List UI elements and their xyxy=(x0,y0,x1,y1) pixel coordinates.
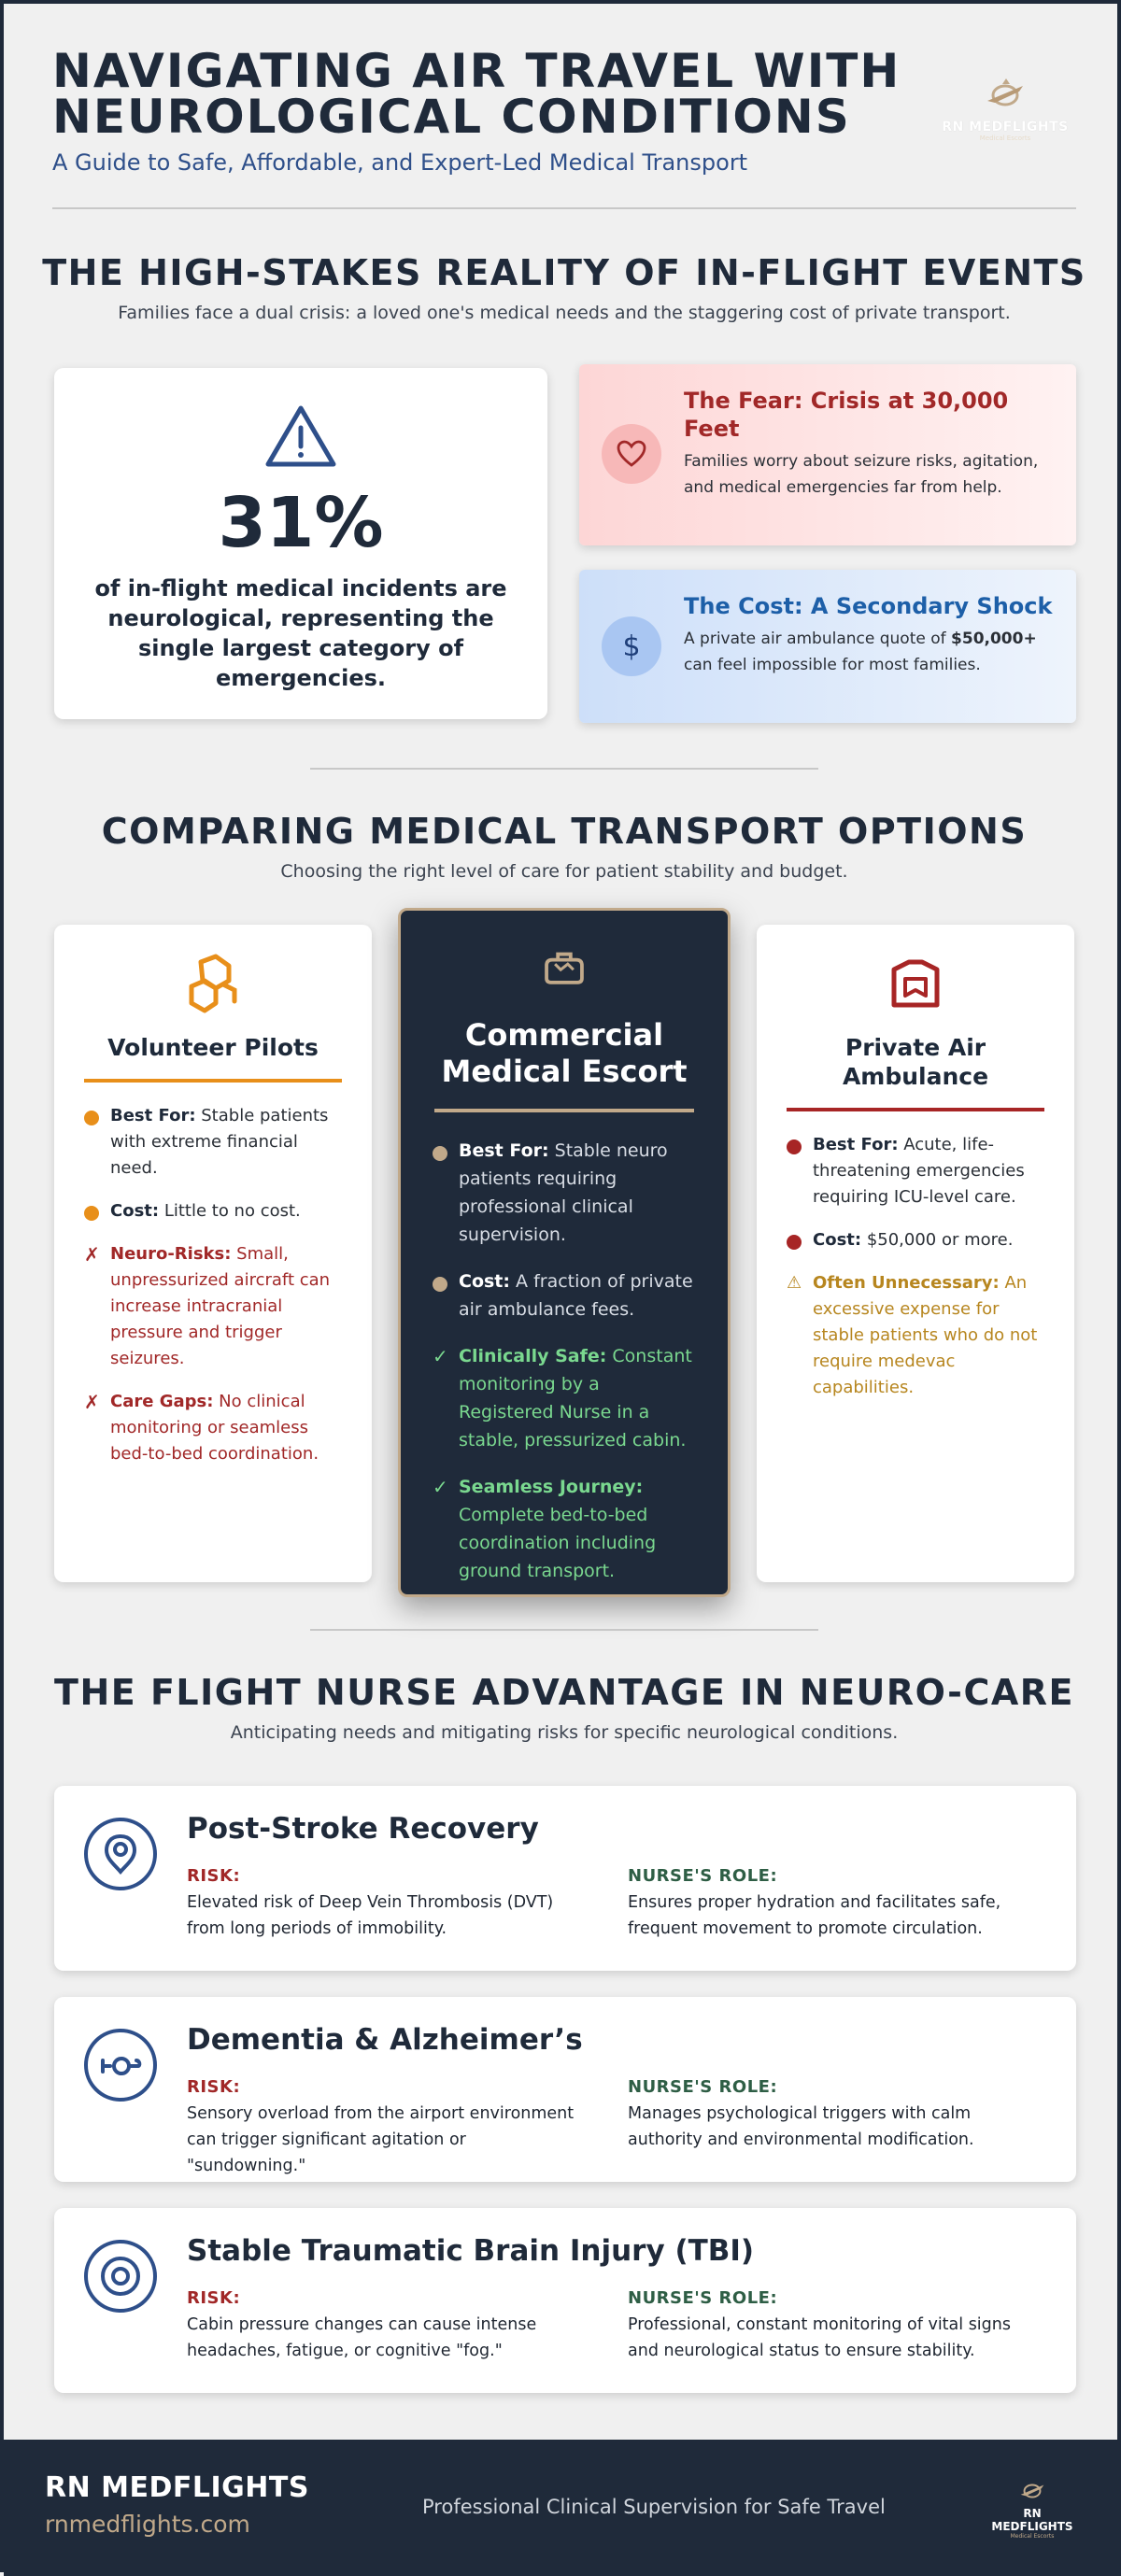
cost-text-amount: $50,000+ xyxy=(951,630,1037,648)
risk-label: RISK: xyxy=(187,1866,241,1886)
cost-text-pre: A private air ambulance quote of xyxy=(684,630,952,648)
item-label: Cost: xyxy=(110,1201,160,1221)
item-text: Complete bed-to-bed coordination including ground transport. xyxy=(459,1505,657,1581)
cost-text xyxy=(684,626,1057,678)
item-label: Neuro-Risks: xyxy=(110,1244,232,1264)
stat-card xyxy=(54,368,547,719)
medical-bag-icon xyxy=(533,950,595,997)
target-brain-icon xyxy=(82,2238,159,2314)
item-label: Often Unnecessary: xyxy=(813,1273,1000,1293)
logo-text: RN MEDFLIGHTS xyxy=(942,120,1069,134)
risk-column xyxy=(187,2288,589,2364)
risk-label: RISK: xyxy=(187,2077,241,2097)
heart-icon xyxy=(602,424,661,484)
item-text: Constant monitoring by a Registered Nurse in a stable, pressurized cabin. xyxy=(459,1346,692,1451)
commercial-title: Commercial Medical Escort xyxy=(441,1017,688,1089)
list-item xyxy=(787,1270,1048,1401)
logo-subtext: Medical Escorts xyxy=(979,134,1031,142)
risk-text: Sensory overload from the airport environment can trigger significant agitation or "sundowning." xyxy=(187,2104,575,2175)
role-label: NURSE'S ROLE: xyxy=(628,2288,778,2308)
list-item xyxy=(433,1137,700,1249)
condition-card-dementia xyxy=(54,1997,1076,2182)
section-divider-2 xyxy=(310,1629,818,1631)
footer-brand: RN MEDFLIGHTS xyxy=(45,2471,309,2504)
volunteer-pilots-card xyxy=(54,925,372,1582)
cost-card xyxy=(579,570,1076,723)
item-text: No clinical monitoring or seamless bed-to-bed coordination. xyxy=(110,1392,319,1464)
item-label: Care Gaps: xyxy=(110,1392,214,1411)
dollar-icon: $ xyxy=(602,616,661,676)
risk-text: Elevated risk of Deep Vein Thrombosis (DVT) from long periods of immobility. xyxy=(187,1893,554,1938)
list-item xyxy=(787,1227,1048,1253)
cost-text-post: can feel impossible for most families. xyxy=(684,656,981,674)
item-text: An excessive expense for stable patients who do not require medevac capabilities. xyxy=(813,1273,1038,1397)
bullet-dot xyxy=(433,1277,447,1292)
volunteer-list xyxy=(54,1083,372,1467)
footer-logo xyxy=(981,2479,1084,2540)
section-divider-1 xyxy=(310,768,818,770)
cross-icon: ✗ xyxy=(84,1243,100,1266)
condition-card-tbi xyxy=(54,2208,1076,2393)
commercial-list xyxy=(401,1112,728,1585)
header-divider xyxy=(52,207,1076,209)
section-subtitle-advantage: Anticipating needs and mitigating risks for specific neurological conditions. xyxy=(230,1722,899,1743)
item-label: Best For: xyxy=(110,1106,196,1125)
list-item xyxy=(84,1241,346,1372)
risk-column xyxy=(187,1866,589,1942)
bullet-dot xyxy=(433,1146,447,1161)
private-list xyxy=(757,1111,1074,1401)
condition-title: Dementia & Alzheimer’s xyxy=(187,2023,583,2057)
role-text: Ensures proper hydration and facilitates safe, frequent movement to promote circulation. xyxy=(628,1893,1001,1938)
risk-text: Cabin pressure changes can cause intense headaches, fatigue, or cognitive "fog." xyxy=(187,2315,537,2360)
check-icon: ✓ xyxy=(433,1476,448,1498)
bullet-dot xyxy=(787,1139,802,1154)
risk-label: RISK: xyxy=(187,2288,241,2308)
item-text: Small, unpressurized aircraft can increase intracranial pressure and trigger seizures. xyxy=(110,1244,331,1368)
item-label: Clinically Safe: xyxy=(459,1346,607,1366)
hexagon-cluster-icon xyxy=(182,953,244,1014)
condition-card-stroke xyxy=(54,1786,1076,1971)
plane-caduceus-icon xyxy=(982,77,1029,114)
warning-triangle-icon xyxy=(264,403,337,469)
list-item xyxy=(787,1132,1048,1210)
section-title-reality: THE HIGH-STAKES REALITY OF IN-FLIGHT EVENTS xyxy=(42,252,1086,293)
check-icon: ✓ xyxy=(433,1345,448,1367)
page-subtitle: A Guide to Safe, Affordable, and Expert-Led Medical Transport xyxy=(52,149,748,176)
section-subtitle-reality: Families face a dual crisis: a loved one's medical needs and the staggering cost of private transport. xyxy=(118,303,1011,323)
page-title: NAVIGATING AIR TRAVEL WITH NEUROLOGICAL CONDITIONS xyxy=(52,44,901,144)
warning-icon: ⚠ xyxy=(787,1273,802,1293)
role-column xyxy=(628,2288,1029,2364)
item-label: Cost: xyxy=(813,1230,862,1250)
role-text: Professional, constant monitoring of vital signs and neurological status to ensure stability. xyxy=(628,2315,1011,2360)
item-text: $50,000 or more. xyxy=(861,1230,1014,1250)
cost-title: The Cost: A Secondary Shock xyxy=(684,593,1053,619)
role-column xyxy=(628,1866,1029,1942)
list-item xyxy=(433,1267,700,1323)
list-item xyxy=(84,1389,346,1467)
footer-logo-subtext: Medical Escorts xyxy=(1010,2533,1055,2540)
list-item xyxy=(84,1103,346,1182)
footer-logo-text: RN MEDFLIGHTS xyxy=(991,2507,1073,2533)
ambulance-kit-icon xyxy=(885,953,946,1014)
bullet-dot xyxy=(84,1111,99,1125)
item-text: A fraction of private air ambulance fees. xyxy=(459,1271,693,1320)
commercial-escort-card xyxy=(398,908,731,1597)
section-title-advantage: THE FLIGHT NURSE ADVANTAGE IN NEURO-CARE xyxy=(54,1672,1074,1713)
fear-text: Families worry about seizure risks, agitation, and medical emergencies far from help. xyxy=(684,452,1039,497)
stat-description: of in-flight medical incidents are neurological, representing the single largest category of emergencies. xyxy=(94,575,507,691)
item-label: Best For: xyxy=(813,1135,899,1154)
stat-value: 31% xyxy=(218,483,384,563)
section-subtitle-compare: Choosing the right level of care for patient stability and budget. xyxy=(280,861,848,882)
fear-title: The Fear: Crisis at 30,000 Feet xyxy=(684,388,1009,442)
item-text: Stable neuro patients requiring professional clinical supervision. xyxy=(459,1140,668,1245)
item-label: Cost: xyxy=(459,1271,510,1292)
cross-icon: ✗ xyxy=(84,1391,100,1413)
list-item xyxy=(433,1342,700,1454)
private-title: Private Air Ambulance xyxy=(842,1034,989,1090)
role-label: NURSE'S ROLE: xyxy=(628,1866,778,1886)
footer-tagline: Professional Clinical Supervision for Safe Travel xyxy=(422,2496,886,2518)
bullet-dot xyxy=(84,1206,99,1221)
stroke-recovery-icon xyxy=(82,1816,159,1892)
section-title-compare: COMPARING MEDICAL TRANSPORT OPTIONS xyxy=(101,811,1028,852)
brand-logo xyxy=(930,77,1080,151)
item-label: Seamless Journey: xyxy=(459,1477,644,1497)
condition-title: Stable Traumatic Brain Injury (TBI) xyxy=(187,2234,755,2268)
dementia-brain-icon xyxy=(82,2027,159,2103)
item-text: Little to no cost. xyxy=(159,1201,301,1221)
volunteer-title: Volunteer Pilots xyxy=(107,1034,319,1061)
footer xyxy=(4,2440,1121,2576)
item-text: Acute, life-threatening emergencies requiring ICU-level care. xyxy=(813,1135,1025,1207)
header xyxy=(52,44,1080,179)
footer-url-link[interactable]: rnmedflights.com xyxy=(45,2511,250,2538)
list-item xyxy=(84,1198,346,1224)
private-ambulance-card xyxy=(757,925,1074,1582)
role-text: Manages psychological triggers with calm authority and environmental modification. xyxy=(628,2104,974,2149)
bullet-dot xyxy=(787,1235,802,1250)
risk-column xyxy=(187,2077,589,2179)
list-item xyxy=(433,1473,700,1585)
condition-title: Post-Stroke Recovery xyxy=(187,1812,539,1846)
item-label: Best For: xyxy=(459,1140,549,1161)
item-text: Stable patients with extreme financial need. xyxy=(110,1106,329,1178)
fear-card xyxy=(579,364,1076,545)
role-column xyxy=(628,2077,1029,2153)
role-label: NURSE'S ROLE: xyxy=(628,2077,778,2097)
plane-caduceus-icon xyxy=(1015,2479,1049,2503)
